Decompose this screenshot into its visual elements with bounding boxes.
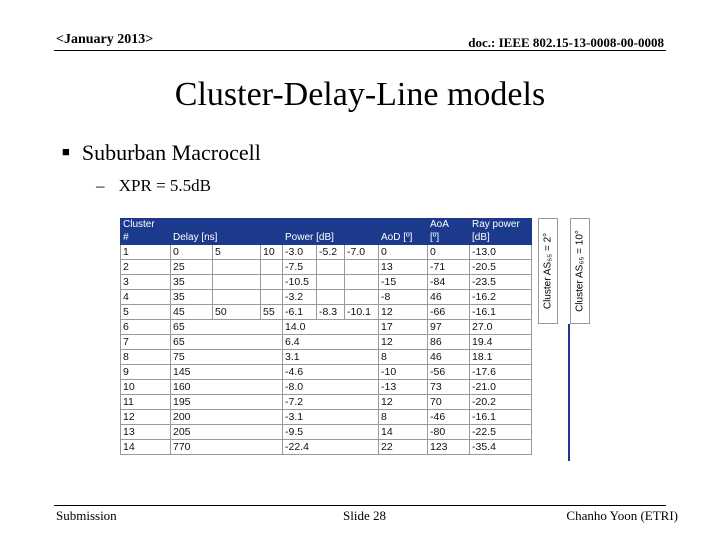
cdl-table-image bbox=[120, 218, 600, 461]
table-row bbox=[121, 335, 532, 350]
table-cell bbox=[317, 275, 345, 290]
table-cell: 770 bbox=[171, 440, 283, 455]
table-cell: 17 bbox=[379, 320, 428, 335]
table-cell: 13 bbox=[121, 425, 171, 440]
table-cell: 18.1 bbox=[470, 350, 532, 365]
table-cell: -10.1 bbox=[345, 305, 379, 320]
table-cell: -17.6 bbox=[470, 365, 532, 380]
slide-title: Cluster-Delay-Line models bbox=[174, 76, 546, 113]
table-cell bbox=[345, 260, 379, 275]
table-cell bbox=[345, 290, 379, 305]
table-cell: -71 bbox=[428, 260, 470, 275]
table-cell: 50 bbox=[213, 305, 261, 320]
table-cell: -3.0 bbox=[283, 245, 317, 260]
table-header-row bbox=[121, 232, 532, 245]
table-cell: -7.5 bbox=[283, 260, 317, 275]
table-row bbox=[121, 290, 532, 305]
table-cell: -22.4 bbox=[283, 440, 379, 455]
table-cell: 9 bbox=[121, 365, 171, 380]
table-cell: 205 bbox=[171, 425, 283, 440]
side-label-text: Cluster AS₆₅ = 2° bbox=[542, 232, 554, 310]
table-row bbox=[121, 410, 532, 425]
table-cell: -15 bbox=[379, 275, 428, 290]
table-cell: 14 bbox=[121, 440, 171, 455]
table-row bbox=[121, 245, 532, 260]
table-cell: -23.5 bbox=[470, 275, 532, 290]
table-cell: 0 bbox=[379, 245, 428, 260]
table-cell: -8 bbox=[379, 290, 428, 305]
table-cell: -10 bbox=[379, 365, 428, 380]
table-cell: 12 bbox=[379, 335, 428, 350]
table-row bbox=[121, 380, 532, 395]
header-aod: AoD [º] bbox=[379, 232, 428, 245]
table-cell: 3.1 bbox=[283, 350, 379, 365]
dash-bullet-icon: – bbox=[96, 176, 105, 195]
table-cell: -3.2 bbox=[283, 290, 317, 305]
table-cell: 6.4 bbox=[283, 335, 379, 350]
table-row bbox=[121, 425, 532, 440]
header-ray-power-unit: [dB] bbox=[470, 232, 532, 245]
table-cell: -5.2 bbox=[317, 245, 345, 260]
table-row bbox=[121, 350, 532, 365]
table-cell: 5 bbox=[121, 305, 171, 320]
table-cell: 35 bbox=[171, 290, 213, 305]
table-cell bbox=[213, 260, 261, 275]
header-power: Power [dB] bbox=[283, 232, 379, 245]
table-cell: -66 bbox=[428, 305, 470, 320]
table-cell: 3 bbox=[121, 275, 171, 290]
table-cell: -4.6 bbox=[283, 365, 379, 380]
footer-submission: Submission bbox=[56, 508, 117, 523]
table-cell: 73 bbox=[428, 380, 470, 395]
header-divider bbox=[54, 50, 666, 51]
table-cell: 46 bbox=[428, 350, 470, 365]
table-cell bbox=[317, 260, 345, 275]
table-row bbox=[121, 365, 532, 380]
table-cell: -16.2 bbox=[470, 290, 532, 305]
header-delay: Delay [ns] bbox=[171, 232, 283, 245]
cdl-table bbox=[120, 218, 532, 455]
table-cell: -9.5 bbox=[283, 425, 379, 440]
table-cell: 97 bbox=[428, 320, 470, 335]
table-cell: 145 bbox=[171, 365, 283, 380]
table-cell: 6 bbox=[121, 320, 171, 335]
table-cell: 11 bbox=[121, 395, 171, 410]
table-cell: 8 bbox=[379, 410, 428, 425]
table-cell: 55 bbox=[261, 305, 283, 320]
table-row bbox=[121, 305, 532, 320]
table-cell: 65 bbox=[171, 320, 283, 335]
table-row bbox=[121, 440, 532, 455]
table-cell: -13.0 bbox=[470, 245, 532, 260]
table-cell: 123 bbox=[428, 440, 470, 455]
table-cell: -7.2 bbox=[283, 395, 379, 410]
table-cell: 8 bbox=[379, 350, 428, 365]
footer-author: Chanho Yoon (ETRI) bbox=[566, 508, 678, 523]
table-cell: 13 bbox=[379, 260, 428, 275]
table-cell: -20.5 bbox=[470, 260, 532, 275]
table-cell bbox=[317, 290, 345, 305]
header-doc-id: doc.: IEEE 802.15-13-0008-00-0008 bbox=[468, 35, 664, 50]
table-cell: 10 bbox=[121, 380, 171, 395]
table-cell: -16.1 bbox=[470, 305, 532, 320]
table-row bbox=[121, 275, 532, 290]
table-cell: -35.4 bbox=[470, 440, 532, 455]
table-cell: -6.1 bbox=[283, 305, 317, 320]
table-cell: -8.0 bbox=[283, 380, 379, 395]
table-cell: 7 bbox=[121, 335, 171, 350]
table-cell: 65 bbox=[171, 335, 283, 350]
table-cell: -10.5 bbox=[283, 275, 317, 290]
table-cell: -84 bbox=[428, 275, 470, 290]
table-cell bbox=[261, 290, 283, 305]
table-cell: 5 bbox=[213, 245, 261, 260]
table-cell: 45 bbox=[171, 305, 213, 320]
header-aoa-unit: [º] bbox=[428, 232, 470, 245]
table-cell bbox=[261, 260, 283, 275]
table-cell: -16.1 bbox=[470, 410, 532, 425]
table-row bbox=[121, 260, 532, 275]
sub-bullet-item bbox=[96, 176, 211, 196]
header-aoa: AoA bbox=[428, 219, 470, 232]
table-cell: 2 bbox=[121, 260, 171, 275]
table-cell bbox=[261, 275, 283, 290]
table-cell: 195 bbox=[171, 395, 283, 410]
table-cell: 75 bbox=[171, 350, 283, 365]
table-cell: 200 bbox=[171, 410, 283, 425]
table-cell: 10 bbox=[261, 245, 283, 260]
table-cell: -7.0 bbox=[345, 245, 379, 260]
table-cell: 27.0 bbox=[470, 320, 532, 335]
bullet-text: Suburban Macrocell bbox=[81, 140, 261, 165]
header-ray-power: Ray power bbox=[470, 219, 532, 232]
header-cluster: Cluster bbox=[121, 219, 171, 232]
sub-bullet-text: XPR = 5.5dB bbox=[118, 176, 211, 195]
table-header-row bbox=[121, 219, 532, 232]
header-date: <January 2013> bbox=[56, 32, 154, 47]
table-cell: 12 bbox=[379, 395, 428, 410]
table-cell: -80 bbox=[428, 425, 470, 440]
cluster-as-10deg-label bbox=[570, 218, 590, 324]
table-side-divider bbox=[568, 324, 570, 461]
table-cell bbox=[345, 275, 379, 290]
table-cell bbox=[213, 290, 261, 305]
table-cell: -8.3 bbox=[317, 305, 345, 320]
table-cell: 0 bbox=[428, 245, 470, 260]
table-cell bbox=[213, 275, 261, 290]
footer-divider bbox=[54, 505, 666, 506]
table-cell: -3.1 bbox=[283, 410, 379, 425]
table-cell: 12 bbox=[121, 410, 171, 425]
table-cell: -20.2 bbox=[470, 395, 532, 410]
table-cell: -13 bbox=[379, 380, 428, 395]
table-row bbox=[121, 320, 532, 335]
table-cell: -22.5 bbox=[470, 425, 532, 440]
table-cell: 8 bbox=[121, 350, 171, 365]
square-bullet-icon: ■ bbox=[62, 144, 70, 159]
table-cell: 14 bbox=[379, 425, 428, 440]
table-cell: 12 bbox=[379, 305, 428, 320]
table-cell: 1 bbox=[121, 245, 171, 260]
table-cell: 22 bbox=[379, 440, 428, 455]
table-cell: 70 bbox=[428, 395, 470, 410]
table-row bbox=[121, 395, 532, 410]
footer-slide-number: Slide 28 bbox=[343, 508, 386, 523]
cluster-as-2deg-label bbox=[538, 218, 558, 324]
table-cell: 0 bbox=[171, 245, 213, 260]
table-cell: -46 bbox=[428, 410, 470, 425]
table-cell: 46 bbox=[428, 290, 470, 305]
table-cell: 35 bbox=[171, 275, 213, 290]
table-cell: 4 bbox=[121, 290, 171, 305]
bullet-item bbox=[62, 140, 261, 166]
table-cell: 14.0 bbox=[283, 320, 379, 335]
table-cell: -56 bbox=[428, 365, 470, 380]
table-cell: -21.0 bbox=[470, 380, 532, 395]
table-cell: 86 bbox=[428, 335, 470, 350]
header-num: # bbox=[121, 232, 171, 245]
side-label-text: Cluster AS₆₅ = 10° bbox=[574, 230, 586, 312]
table-cell: 19.4 bbox=[470, 335, 532, 350]
table-cell: 160 bbox=[171, 380, 283, 395]
table-cell: 25 bbox=[171, 260, 213, 275]
